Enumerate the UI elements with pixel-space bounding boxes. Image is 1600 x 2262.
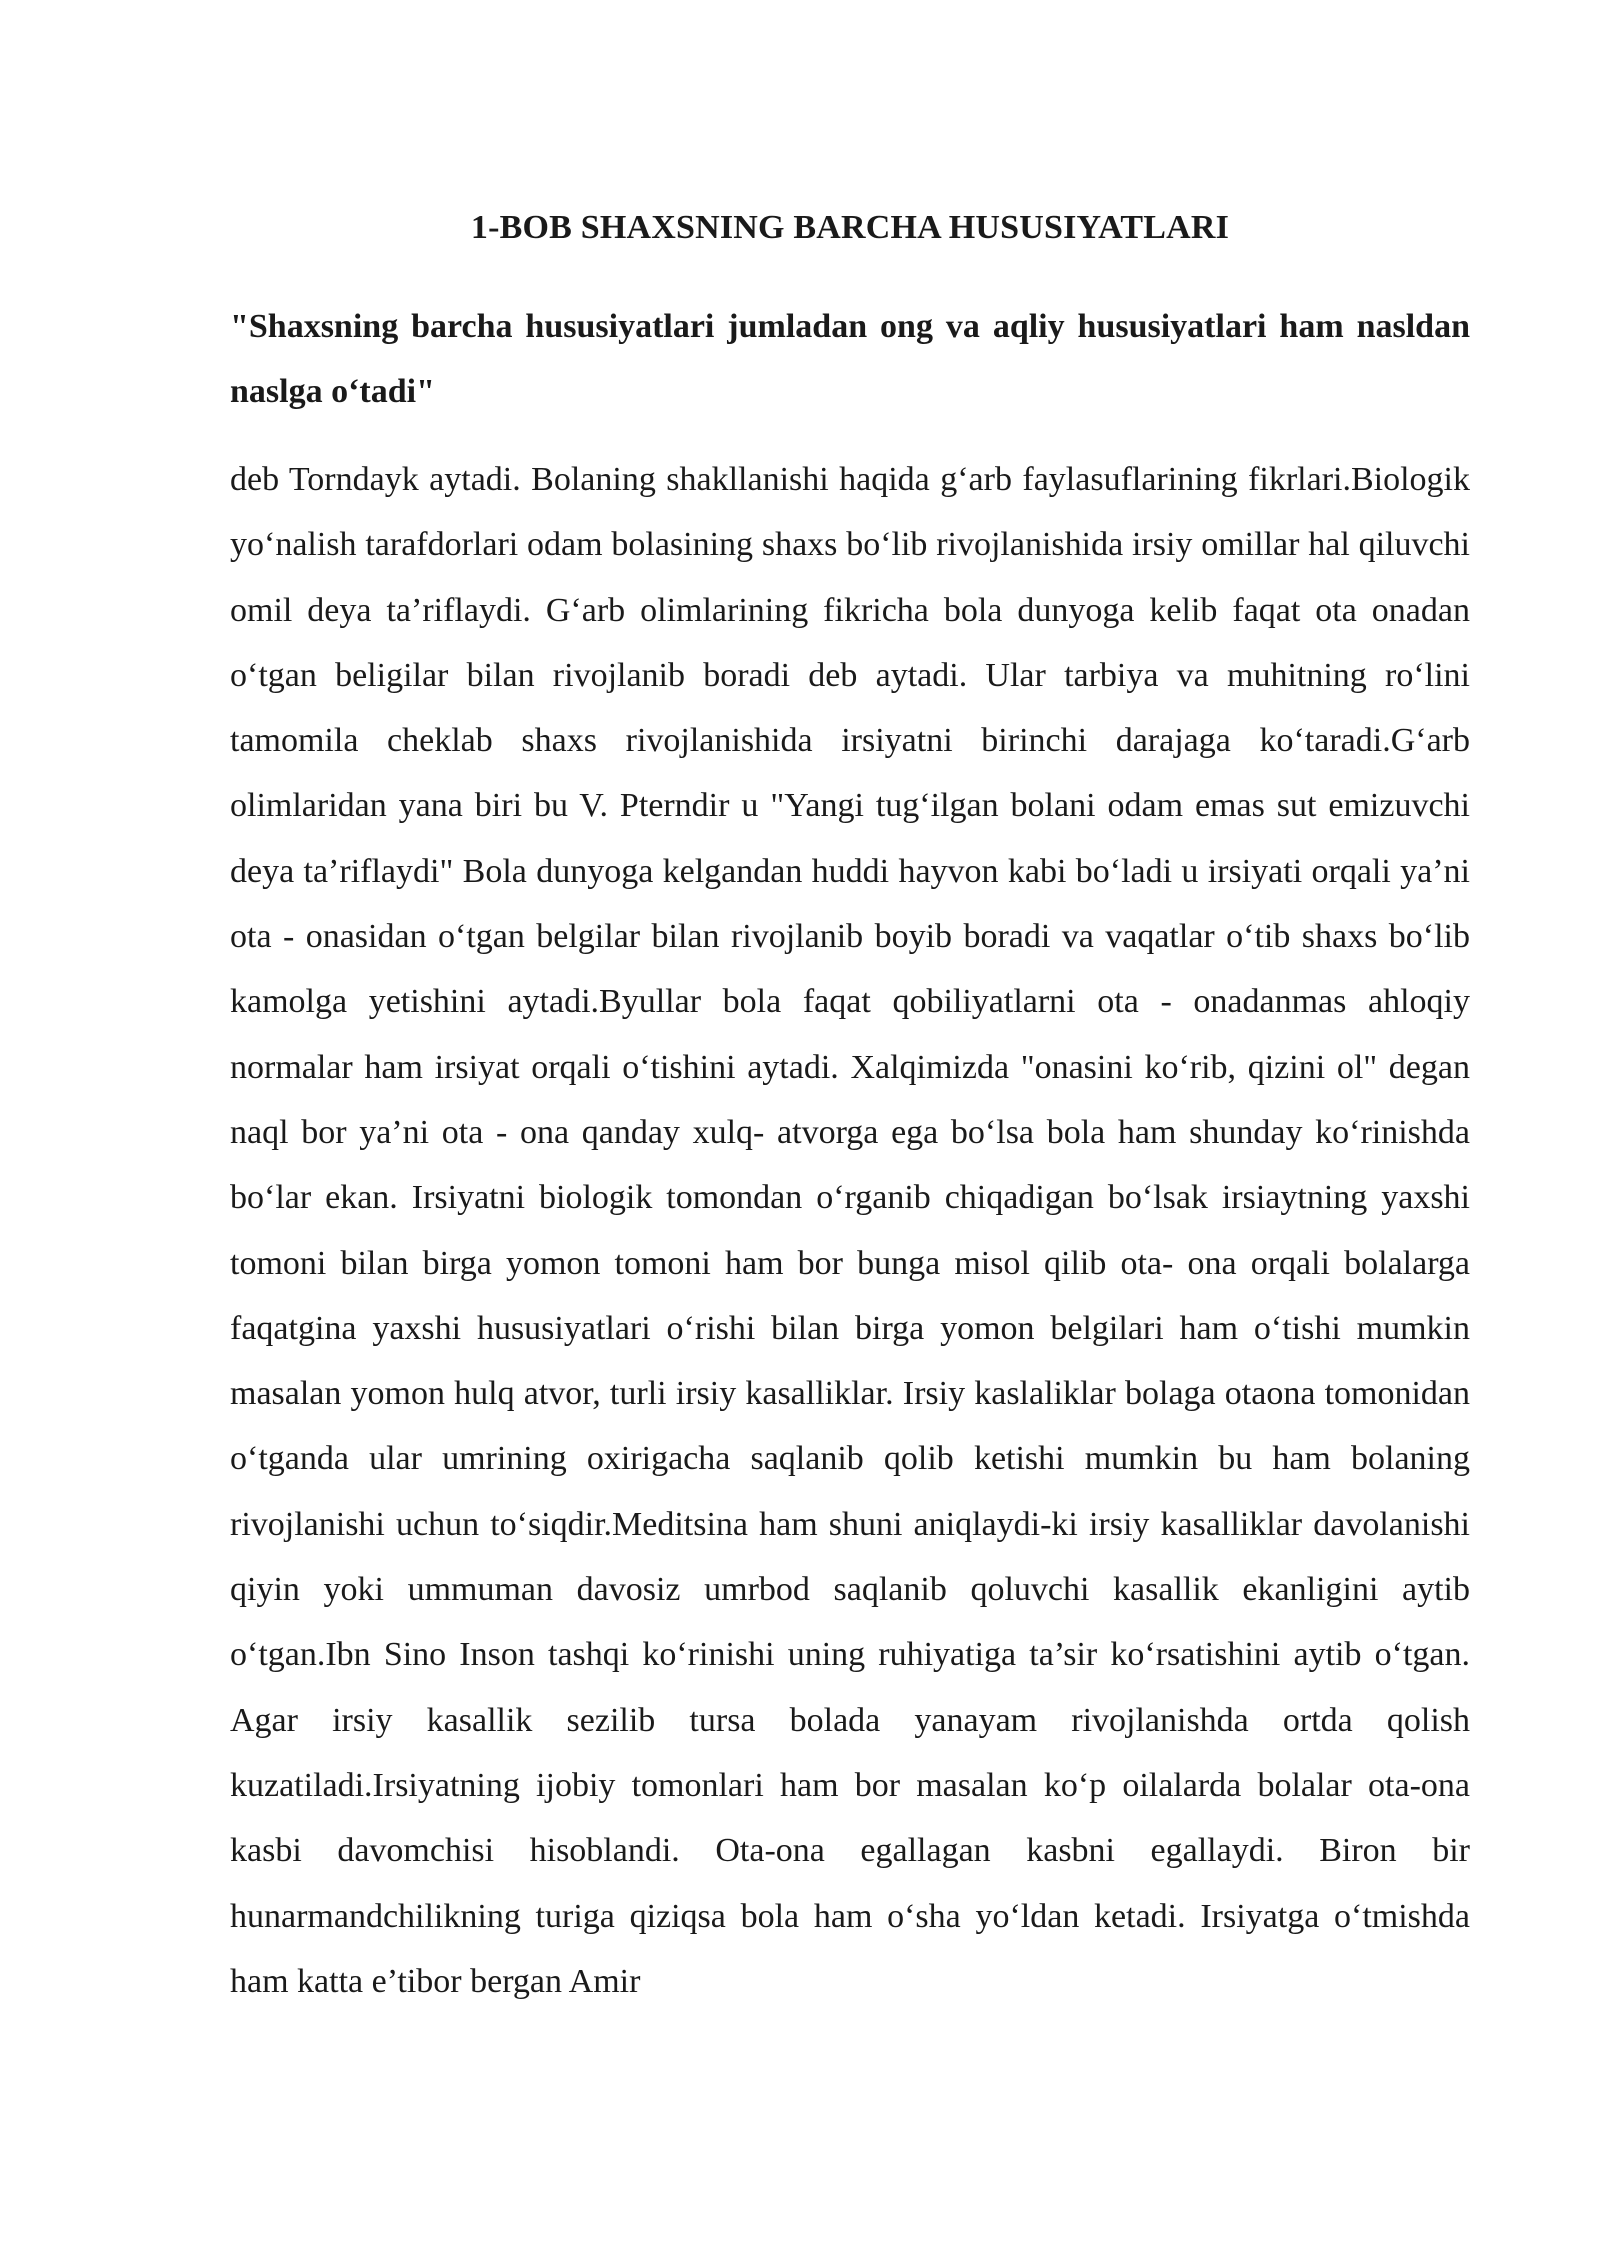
body-paragraph: deb Torndayk aytadi. Bolaning shakllanishi haqida g‘arb faylasuflarining fikrlari.Biologik yo‘nalish tarafdorlari odam bolasining shaxs bo‘lib rivojlanishida irsiy omillar hal qiluvchi omil deya ta’riflaydi. G‘arb olimlarining fikricha bola dunyoga kelib faqat ota onadan o‘tgan beligilar bilan rivojlanib boradi deb aytadi. Ular tarbiya va muhitning ro‘lini tamomila cheklab shaxs rivojlanishida irsiyatni birinchi darajaga ko‘taradi.G‘arb olimlaridan yana biri bu V. Pterndir u "Yangi tug‘ilgan bolani odam emas sut emizuvchi deya ta’riflaydi" Bola dunyoga kelgandan huddi hayvon kabi bo‘ladi u irsiyati orqali ya’ni ota - onasidan o‘tgan belgilar bilan rivojlanib boyib boradi va vaqatlar o‘tib shaxs bo‘lib kamolga yetishini aytadi.Byullar bola faqat qobiliyatlarni ota - onadanmas ahloqiy normalar ham irsiyat orqali o‘tishini aytadi. Xalqimizda "onasini ko‘rib, qizini ol" degan naql bor ya’ni ota - ona qanday xulq- atvorga ega bo‘lsa bola ham shunday ko‘rinishda bo‘lar ekan. Irsiyatni biologik tomondan o‘rganib chiqadigan bo‘lsak irsiaytning yaxshi tomoni bilan birga yomon tomoni ham bor bunga misol qilib ota- ona orqali bolalarga faqatgina yaxshi hususiyatlari o‘rishi bilan birga yomon belgilari ham o‘tishi mumkin masalan yomon hulq atvor, turli irsiy kasalliklar. Irsiy kaslaliklar bolaga otaona tomonidan o‘tganda ular umrining oxirigacha saqlanib qolib ketishi mumkin bu ham bolaning rivojlanishi uchun to‘siqdir.Meditsina ham shuni aniqlaydi-ki irsiy kasalliklar davolanishi qiyin yoki ummuman davosiz umrbod saqlanib qoluvchi kasallik ekanligini aytib o‘tgan.Ibn Sino Inson tashqi ko‘rinishi uning ruhiyatiga ta’sir ko‘rsatishini aytib o‘tgan. Agar irsiy kasallik sezilib tursa bolada yanayam rivojlanishda ortda qolish kuzatiladi.Irsiyatning ijobiy tomonlari ham bor masalan ko‘p oilalarda bolalar ota-ona kasbi davomchisi hisoblandi. Ota-ona egallagan kasbni egallaydi. Biron bir hunarmandchilikning turiga qiziqsa bola ham o‘sha yo‘ldan ketadi. Irsiyatga o‘tmishda ham katta e’tibor bergan Amir bbox=[230, 461, 1470, 2000]
chapter-title: 1-BOB SHAXSNING BARCHA HUSUSIYATLARI bbox=[470, 209, 1230, 246]
epigraph-quote: "Shaxsning barcha hususiyatlari jumladan ong va aqliy hususiyatlari ham nasldan naslga o‘tadi" bbox=[230, 308, 1470, 410]
